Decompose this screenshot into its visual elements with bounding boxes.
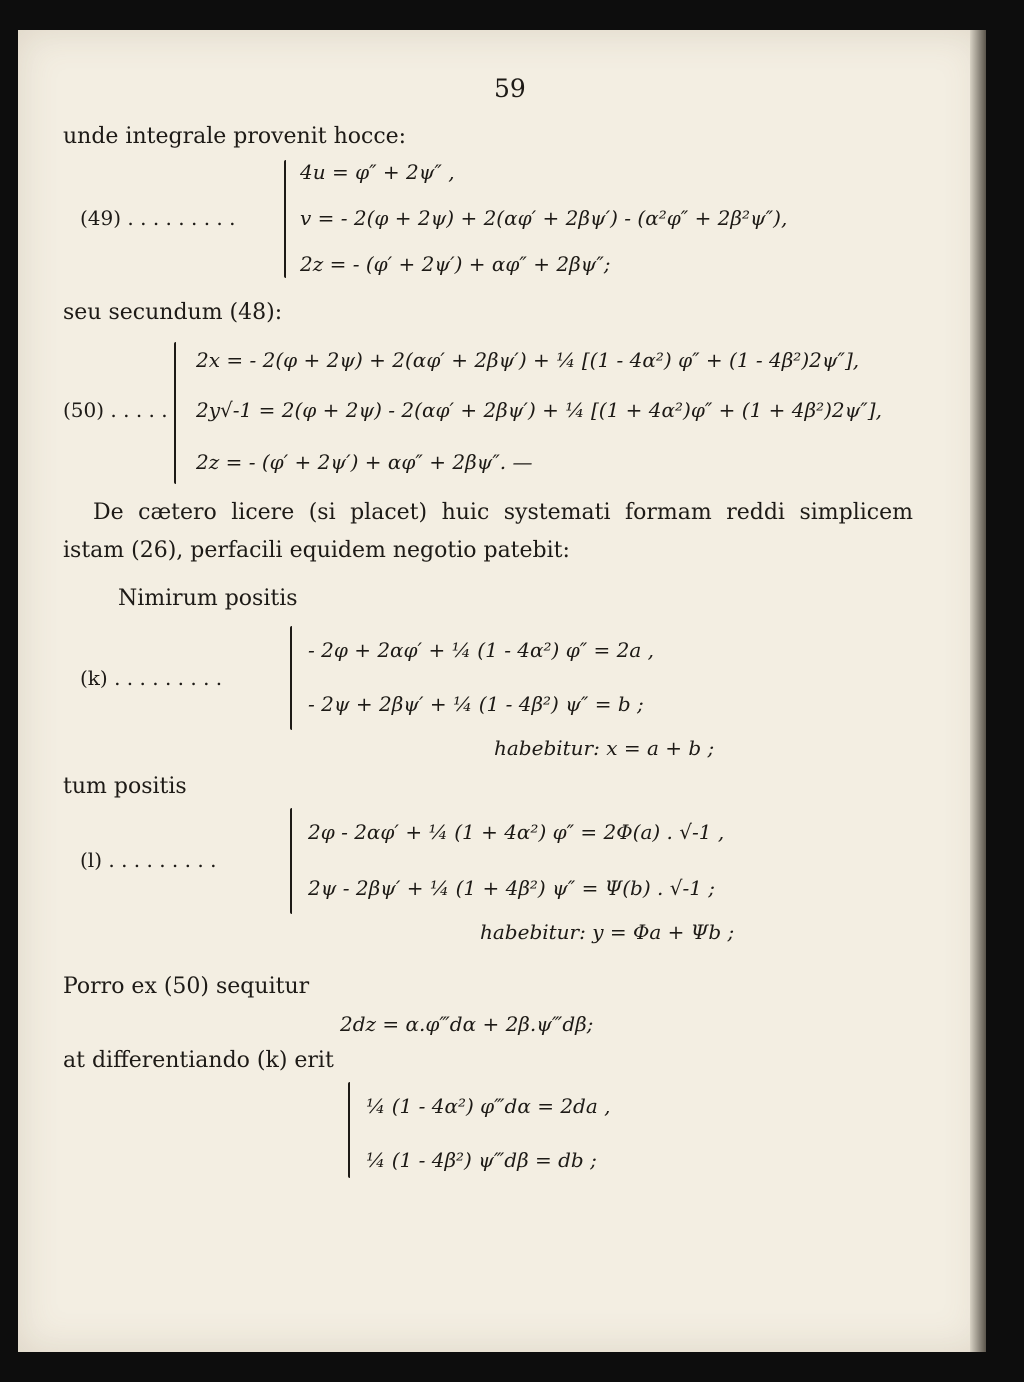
tum-line: tum positis	[63, 774, 187, 799]
eq50-label: (50) . . . . .	[63, 398, 168, 422]
page-number: 59	[494, 74, 526, 103]
intro-line: unde integrale provenit hocce:	[63, 124, 407, 149]
nimirum-line: Nimirum positis	[118, 586, 298, 611]
eqk-line-2: - 2ψ + 2βψ′ + ¼ (1 - 4β²) ψ″ = b ;	[308, 692, 644, 716]
page-edge-shadow	[970, 30, 986, 1352]
eq50-line-2: 2y√-1 = 2(φ + 2ψ) - 2(αφ′ + 2βψ′) + ¼ [(1 + 4α²)φ″ + (1 + 4β²)2ψ″],	[196, 398, 882, 422]
eq50-line-3: 2z = - (φ′ + 2ψ′) + αφ″ + 2βψ″. —	[196, 450, 533, 474]
eql-line-2: 2ψ - 2βψ′ + ¼ (1 + 4β²) ψ″ = Ψ(b) . √-1 ;	[308, 876, 716, 900]
eql-line-1: 2φ - 2αφ′ + ¼ (1 + 4α²) φ″ = 2Φ(a) . √-1 ,	[308, 820, 725, 844]
eq-dz: 2dz = α.φ‴dα + 2β.ψ‴dβ;	[340, 1012, 594, 1036]
eql-result: habebitur: y = Φa + Ψb ;	[480, 920, 735, 944]
final-eq-1: ¼ (1 - 4α²) φ‴dα = 2da ,	[366, 1094, 611, 1118]
final-brace	[348, 1082, 350, 1178]
eqk-label: (k) . . . . . . . . .	[80, 666, 223, 690]
eqk-result: habebitur: x = a + b ;	[494, 736, 715, 760]
at-line: at differentiando (k) erit	[63, 1048, 334, 1073]
eq49-line-3: 2z = - (φ′ + 2ψ′) + αφ″ + 2βψ″;	[300, 252, 611, 276]
eqk-line-1: - 2φ + 2αφ′ + ¼ (1 - 4α²) φ″ = 2a ,	[308, 638, 655, 662]
eq49-label: (49) . . . . . . . . .	[80, 206, 236, 230]
eq49-line-1: 4u = φ″ + 2ψ″ ,	[300, 160, 455, 184]
seu-line: seu secundum (48):	[63, 300, 283, 325]
paragraph-1: De cætero licere (si placet) huic systemati formam reddi simplicem istam (26), perfacili equidem negotio patebit:	[63, 500, 913, 563]
eq50-brace	[174, 342, 176, 484]
porro-line: Porro ex (50) sequitur	[63, 974, 310, 999]
eqk-brace	[290, 626, 292, 730]
eq50-line-1: 2x = - 2(φ + 2ψ) + 2(αφ′ + 2βψ′) + ¼ [(1 - 4α²) φ″ + (1 - 4β²)2ψ″],	[196, 348, 860, 372]
eql-brace	[290, 808, 292, 914]
eq49-line-2: v = - 2(φ + 2ψ) + 2(αφ′ + 2βψ′) - (α²φ″ + 2β²ψ″),	[300, 206, 788, 230]
eql-label: (l) . . . . . . . . .	[80, 848, 217, 872]
final-eq-2: ¼ (1 - 4β²) ψ‴dβ = db ;	[366, 1148, 597, 1172]
book-page	[18, 30, 984, 1352]
eq49-brace	[284, 160, 286, 278]
